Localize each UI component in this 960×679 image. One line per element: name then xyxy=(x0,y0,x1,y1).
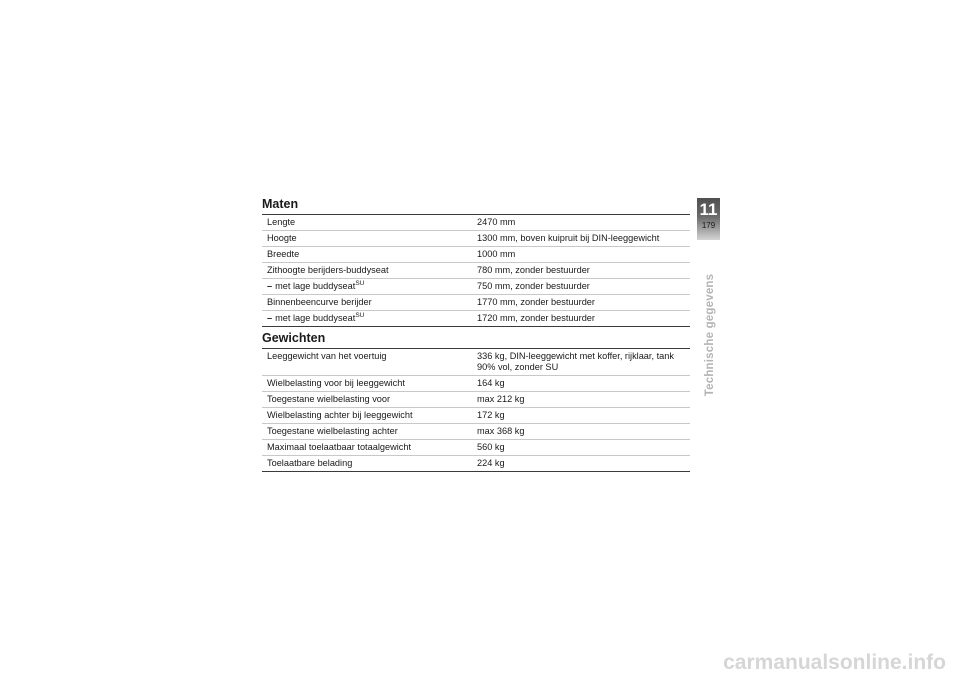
spec-value: 1720 mm, zonder bestuurder xyxy=(472,311,690,327)
spec-value: 172 kg xyxy=(472,408,690,424)
spec-value: 780 mm, zonder bestuurder xyxy=(472,263,690,279)
gewichten-table xyxy=(262,348,690,472)
spec-label: Maximaal toelaatbaar totaalgewicht xyxy=(262,440,472,456)
spec-label: Zithoogte berijders-buddyseat xyxy=(262,263,472,279)
page-number: 179 xyxy=(701,221,716,230)
table-row xyxy=(262,231,690,247)
table-row xyxy=(262,392,690,408)
section-title-maten: Maten xyxy=(262,197,299,211)
spec-label: Toelaatbare belading xyxy=(262,456,472,472)
spec-label: Toegestane wielbelasting voor xyxy=(262,392,472,408)
spec-label: Binnenbeencurve berijder xyxy=(262,295,472,311)
spec-value: max 368 kg xyxy=(472,424,690,440)
spec-value: 560 kg xyxy=(472,440,690,456)
table-row xyxy=(262,408,690,424)
table-row xyxy=(262,311,690,327)
table-row xyxy=(262,215,690,231)
table-row xyxy=(262,376,690,392)
spec-label: Lengte xyxy=(262,215,472,231)
table-row xyxy=(262,456,690,472)
spec-label: – met lage buddyseat$^{SU}$ xyxy=(262,311,472,327)
spec-label: Wielbelasting achter bij leeggewicht xyxy=(262,408,472,424)
spec-value: 1770 mm, zonder bestuurder xyxy=(472,295,690,311)
spec-value: 1300 mm, boven kuipruit bij DIN-leeggewicht xyxy=(472,231,690,247)
dash-marker: – xyxy=(267,313,273,323)
spec-label: Wielbelasting voor bij leeggewicht xyxy=(262,376,472,392)
maten-table xyxy=(262,214,690,327)
spec-label: Toegestane wielbelasting achter xyxy=(262,424,472,440)
spec-label: Hoogte xyxy=(262,231,472,247)
su-superscript: SU xyxy=(355,312,365,319)
dash-marker: – xyxy=(267,281,273,291)
spec-value: 224 kg xyxy=(472,456,690,472)
spec-value: 164 kg xyxy=(472,376,690,392)
chapter-tab xyxy=(697,198,720,240)
table-row xyxy=(262,279,690,295)
spec-label: Breedte xyxy=(262,247,472,263)
table-row xyxy=(262,440,690,456)
table-row xyxy=(262,295,690,311)
spec-value: 750 mm, zonder bestuurder xyxy=(472,279,690,295)
table-row xyxy=(262,424,690,440)
spec-value: 2470 mm xyxy=(472,215,690,231)
spec-value: max 212 kg xyxy=(472,392,690,408)
watermark: carmanualsonline.info xyxy=(723,651,946,674)
table-row xyxy=(262,263,690,279)
spec-value: 1000 mm xyxy=(472,247,690,263)
spec-label: – met lage buddyseat$^{SU}$ xyxy=(262,279,472,295)
su-superscript: SU xyxy=(355,280,365,287)
spec-value: 336 kg, DIN-leeggewicht met koffer, rijklaar, tank 90% vol, zonder SU xyxy=(472,349,690,376)
spec-label: Leeggewicht van het voertuig xyxy=(262,349,472,376)
table-row xyxy=(262,349,690,376)
section-title-gewichten: Gewichten xyxy=(262,331,326,345)
table-row xyxy=(262,247,690,263)
chapter-number: 11 xyxy=(699,200,718,219)
chapter-side-title: Technische gegevens xyxy=(704,273,716,397)
